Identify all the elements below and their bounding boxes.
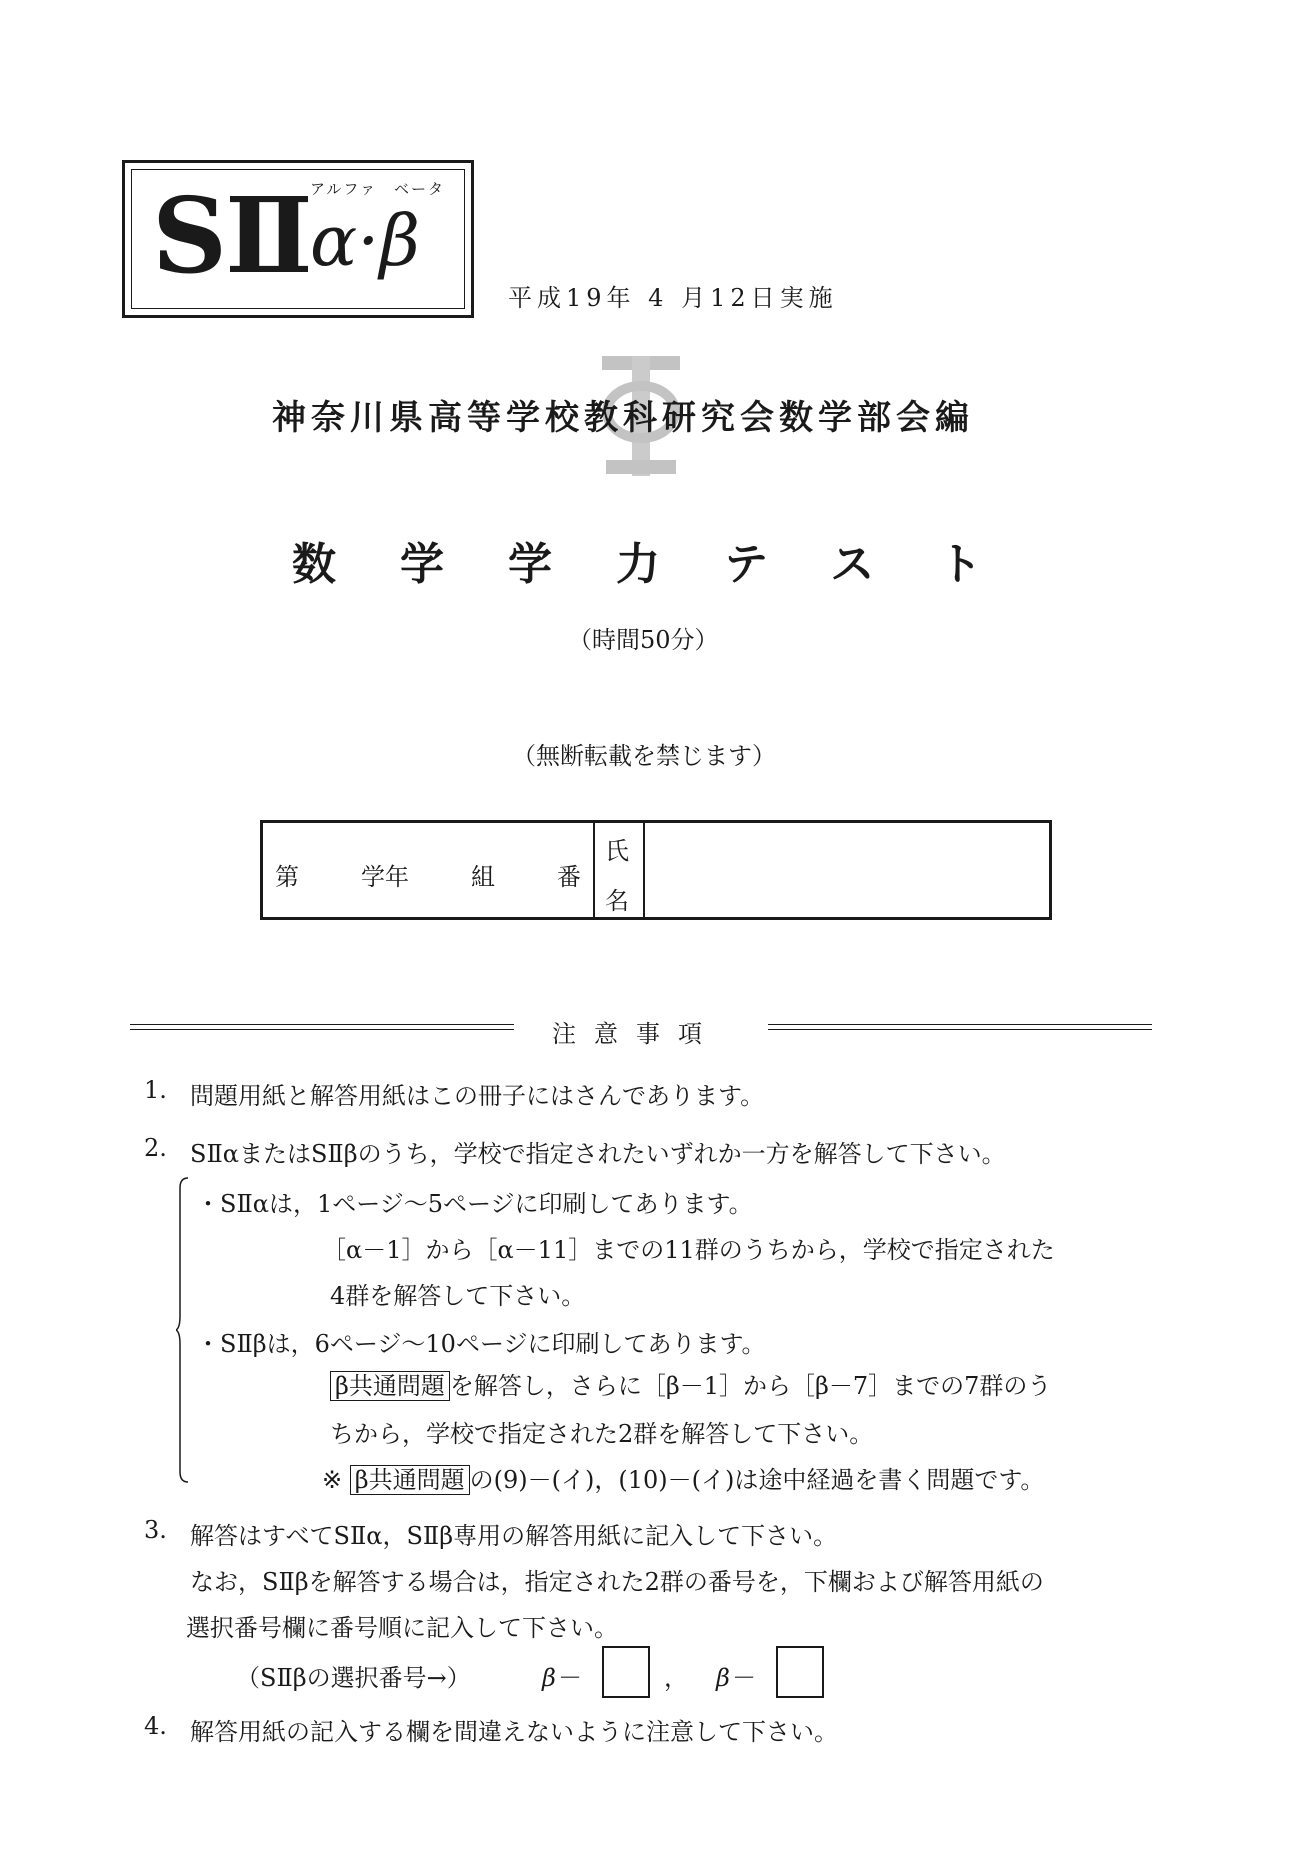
- label-mei: 名: [605, 887, 629, 915]
- select-number-label: （SⅡβの選択番号→）: [236, 1664, 471, 1692]
- series-mark: SⅡ: [152, 174, 311, 297]
- page-title: 数学学力テスト: [292, 539, 1047, 590]
- series-title-box: [122, 160, 474, 318]
- name-field[interactable]: [659, 857, 1039, 887]
- item-number: 2.: [144, 1134, 167, 1162]
- item-text: なお，SⅡβを解答する場合は，指定された2群の番号を，下欄および解答用紙の: [190, 1568, 1044, 1596]
- table-divider: [643, 823, 645, 917]
- alpha-info-line: ・SⅡαは，1ページ～5ページに印刷してあります。: [196, 1190, 753, 1218]
- label-number: 番: [557, 863, 581, 891]
- selection-answer-box-1[interactable]: [602, 1646, 650, 1698]
- item-number: 4.: [144, 1712, 167, 1740]
- beta-note-line: [322, 1460, 1044, 1495]
- item-text: SⅡαまたはSⅡβのうち，学校で指定されたいずれか一方を解答して下さい。: [190, 1140, 1006, 1168]
- title-box-inner-frame: [131, 169, 465, 309]
- item-text: 選択番号欄に番号順に記入して下さい。: [186, 1614, 618, 1642]
- note-mark: ※: [322, 1466, 343, 1494]
- ruby-alpha: アルファ: [310, 180, 378, 198]
- alpha-beta-mark: α·β: [310, 200, 420, 282]
- brace-icon: [176, 1176, 190, 1484]
- label-dai: 第: [275, 863, 299, 891]
- item-text: 解答はすべてSⅡα，SⅡβ専用の解答用紙に記入して下さい。: [190, 1522, 838, 1550]
- selection-answer-box-2[interactable]: [776, 1646, 824, 1698]
- beta-info-line: ・SⅡβは，6ページ～10ページに印刷してあります。: [196, 1330, 766, 1358]
- beta-info-rest: を解答し，さらに［β－1］から［β－7］までの7群のう: [449, 1372, 1052, 1400]
- beta-info-line: ちから，学校で指定された2群を解答して下さい。: [330, 1420, 874, 1448]
- beta-common-box: β共通問題: [350, 1465, 470, 1495]
- beta-info-line: [330, 1366, 1051, 1401]
- no-reprint-notice: （無断転載を禁じます）: [512, 742, 776, 770]
- beta-prefix: β－: [716, 1664, 754, 1692]
- student-info-table: [260, 820, 1052, 920]
- alpha-info-line: 4群を解答して下さい。: [330, 1282, 586, 1310]
- separator-comma: ，: [664, 1664, 688, 1692]
- alpha-info-line: ［α－1］から［α－11］までの11群のうちから，学校で指定された: [322, 1236, 1055, 1264]
- exam-date: 平成19年 4 月12日実施: [508, 284, 838, 312]
- ruby-beta: ベータ: [394, 180, 446, 198]
- header-rule-right: [768, 1024, 1152, 1030]
- organization: 神奈川県高等学校教科研究会数学部会編: [272, 398, 974, 438]
- item-text: 解答用紙の記入する欄を間違えないように注意して下さい。: [190, 1718, 838, 1746]
- item-number: 3.: [144, 1516, 167, 1544]
- label-shi: 氏: [605, 837, 629, 865]
- label-class: 組: [471, 863, 495, 891]
- item-text: 問題用紙と解答用紙はこの冊子にはさんであります。: [190, 1082, 765, 1110]
- item-number: 1.: [144, 1076, 167, 1104]
- beta-prefix: β－: [542, 1664, 580, 1692]
- note-rest: の(9)－(イ)，(10)－(イ)は途中経過を書く問題です。: [469, 1466, 1045, 1494]
- notes-heading: 注意事項: [552, 1020, 720, 1048]
- label-grade: 学年: [361, 863, 409, 891]
- time-limit: （時間50分）: [568, 626, 719, 654]
- table-divider: [593, 823, 595, 917]
- beta-common-box: β共通問題: [330, 1371, 450, 1401]
- header-rule-left: [130, 1024, 514, 1030]
